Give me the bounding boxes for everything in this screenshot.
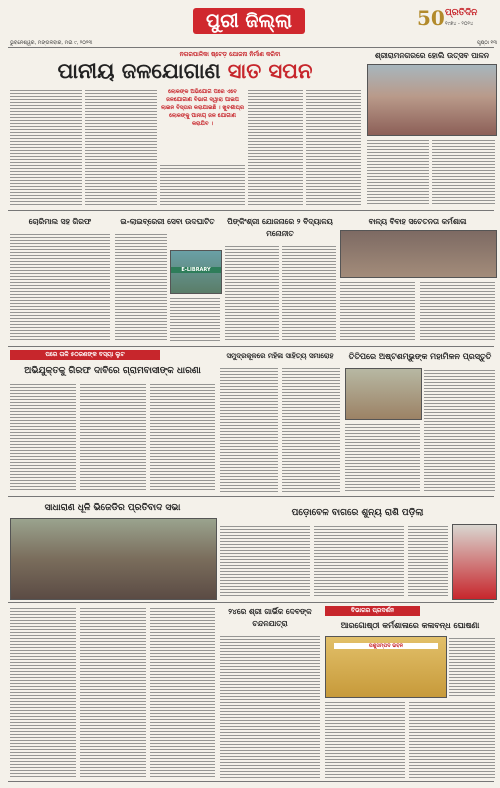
article-9-headline: ପଡ଼ୋବେଳ ବାଗରେ ଶୁନ୍ୟ ରାଶି ପଡ଼ିଲା [291, 508, 424, 518]
article-10-body [220, 634, 320, 778]
lead-pullquote-box [160, 88, 245, 160]
footer-rule [8, 781, 494, 782]
date-line: ଭୁବନେଶ୍ୱର, ମଙ୍ଗଳବାର, ମଇ ୯, ୨୦୨୩ [10, 40, 93, 46]
article-6-body-b [282, 366, 340, 492]
article-5-body-b [345, 422, 420, 492]
article-10-headline-text: ୨୪ରେ ଶ୍ରୀ ଗାର୍ଭିକ ଦେବଙ୍କ ଚନ୍ଦନଯାତ୍ରା [228, 607, 312, 628]
article-5-headline: ତିତିପରେ ଅଷ୍ଟଶମ୍ଭୁଙ୍କ ମହାମିଳନ ପ୍ରସ୍ତୁତି [348, 352, 492, 361]
article-6-body-a [220, 366, 278, 492]
article-9-body-a [220, 524, 310, 598]
article-2-body-b [170, 296, 220, 342]
article-10-headline [220, 606, 320, 630]
logo-sub: ୧୯୭୪ - ୨୦୨୪ [445, 21, 474, 27]
page-label: ପୃଷ୍ଠା ୧୩ [476, 40, 497, 46]
article-1-body [10, 232, 110, 342]
lead-headline [10, 58, 360, 84]
article-11-headline: ଆରଗୋଷ୍ଠୀ କର୍ମଶାଳାରେ କଳାବନ୍ଧ ଘୋଷଣା [340, 621, 480, 630]
article-9-body-b [314, 524, 404, 598]
article-4-body-a [340, 280, 415, 342]
article-11-body-c [409, 700, 495, 778]
article-3-headline [225, 216, 335, 240]
holi-photo [367, 64, 497, 136]
article-3-body-a [225, 244, 279, 342]
article-3-headline-text: ପିଙ୍କିଂଶ୍ରୀ ଯୋଜନାରେ ୨ ବିଦ୍ୟାଳୟ ମନୋନୀତ [227, 217, 333, 238]
lead-pullquote: ଲୋକଙ୍କ ଅଭିଯୋଗ ପରେ ଏବେ ଜଳଯୋଗାଣ ବିଭାଗ ଦ୍ୱାରା ପାଇପ ଲାଇନ ବିସ୍ତାର କରାଯାଇଛି । ଖୁବଶୀଘ୍ର ଲୋକଙ୍କୁ ପାନୀୟ ଜଳ ଯୋଗାଣ କରାଯିବ । [160, 89, 245, 127]
right-top-col-1 [367, 138, 429, 206]
article-2-body-a [115, 232, 167, 342]
section-rule-2 [8, 346, 494, 347]
lead-col-2 [85, 88, 157, 206]
masthead-title: ପୁରୀ ଜିଲ୍ଲା [206, 10, 292, 32]
elibrary-sign: E-LIBRARY [171, 267, 221, 273]
article-4-body-b [420, 280, 495, 342]
flag-photo [452, 524, 497, 600]
shop-photo [325, 636, 447, 698]
article-3-body-b [282, 244, 336, 342]
article-7-body-c [150, 382, 215, 492]
lead-kicker: ନଗରପାଳିକା ଷ୍ଟେଡ଼ ଯୋଜନା ନିର୍ମାଣ କରିବା [179, 51, 281, 58]
article-1-headline: ଚୋରିମାଲ ସହ ଗିରଫ [28, 217, 92, 226]
section-rule-4 [8, 602, 494, 603]
article-5-body-a [424, 368, 495, 492]
masthead [0, 0, 500, 50]
strap-left: ପରେ ତାଳି ୫୦ଜଣଙ୍କ ବସ୍ୟା ଲୁଟ [10, 350, 160, 360]
article-2-headline: ଇ-ଲାଇବ୍ରେରୀ ସେବା ଉଦଘାଟିତ [120, 217, 215, 226]
workshop-photo [340, 230, 497, 278]
meeting-photo [10, 518, 217, 600]
article-11-body-a [449, 636, 495, 696]
section-rule-1 [8, 210, 494, 211]
right-top-col-2 [432, 138, 495, 206]
article-7-headline: ଅଭିଯୁକ୍ତକୁ ଗିରଫ ଦାବିରେ ଗ୍ରାମବାସୀଙ୍କ ଧାରଣା [24, 366, 201, 376]
article-7-body-a [10, 382, 76, 492]
lead-headline-highlight: ସାତ ସପନ [227, 59, 313, 83]
article-11-body-b [325, 700, 405, 778]
article-8-body-a [10, 606, 76, 778]
right-top-headline: ଶ୍ରୀରାମନଗରରେ ହୋଲି ଉତ୍ସବ ପାଳନ [374, 51, 490, 60]
article-4-headline: ବାଳ୍ୟ ବିବାହ ସଚେତନତା କର୍ମଶାଳା [368, 217, 467, 226]
article-8-body-b [80, 606, 146, 778]
section-rule-3 [8, 496, 494, 497]
article-8-body-c [150, 606, 215, 778]
logo-number: 50 [417, 6, 445, 30]
lead-col-3 [160, 163, 245, 206]
anniversary-logo [417, 6, 497, 36]
temple-photo [345, 368, 422, 420]
elibrary-photo [170, 250, 222, 294]
logo-text: ପ୍ରତିଦିନ [445, 8, 478, 18]
article-7-body-b [80, 382, 146, 492]
article-6-headline: ସମୁଦ୍ରକୂଳରେ ମହିଳା ସାହିତ୍ୟ ସମାରୋହ [226, 352, 334, 360]
lead-headline-main: ପାନୀୟ ଜଳଯୋଗାଣ ସାତ ସପନ [57, 59, 313, 83]
lead-col-1 [10, 88, 82, 206]
shop-sign: ପଶୁସମ୍ପଦ ଭବନ [334, 643, 438, 649]
lead-col-5 [306, 88, 361, 206]
article-8-headline: ସାଧାରାଣ ଧୂଳି ଭିଜେଡିର ପ୍ରତିବାଦ ସଭା [44, 503, 181, 513]
article-9-body-c [408, 524, 448, 598]
lead-col-4 [248, 88, 303, 206]
strap-bottom-center: ବିଭାଗର ପ୍ରଦର୍ଶନ [325, 606, 420, 616]
masthead-rule [8, 47, 494, 48]
